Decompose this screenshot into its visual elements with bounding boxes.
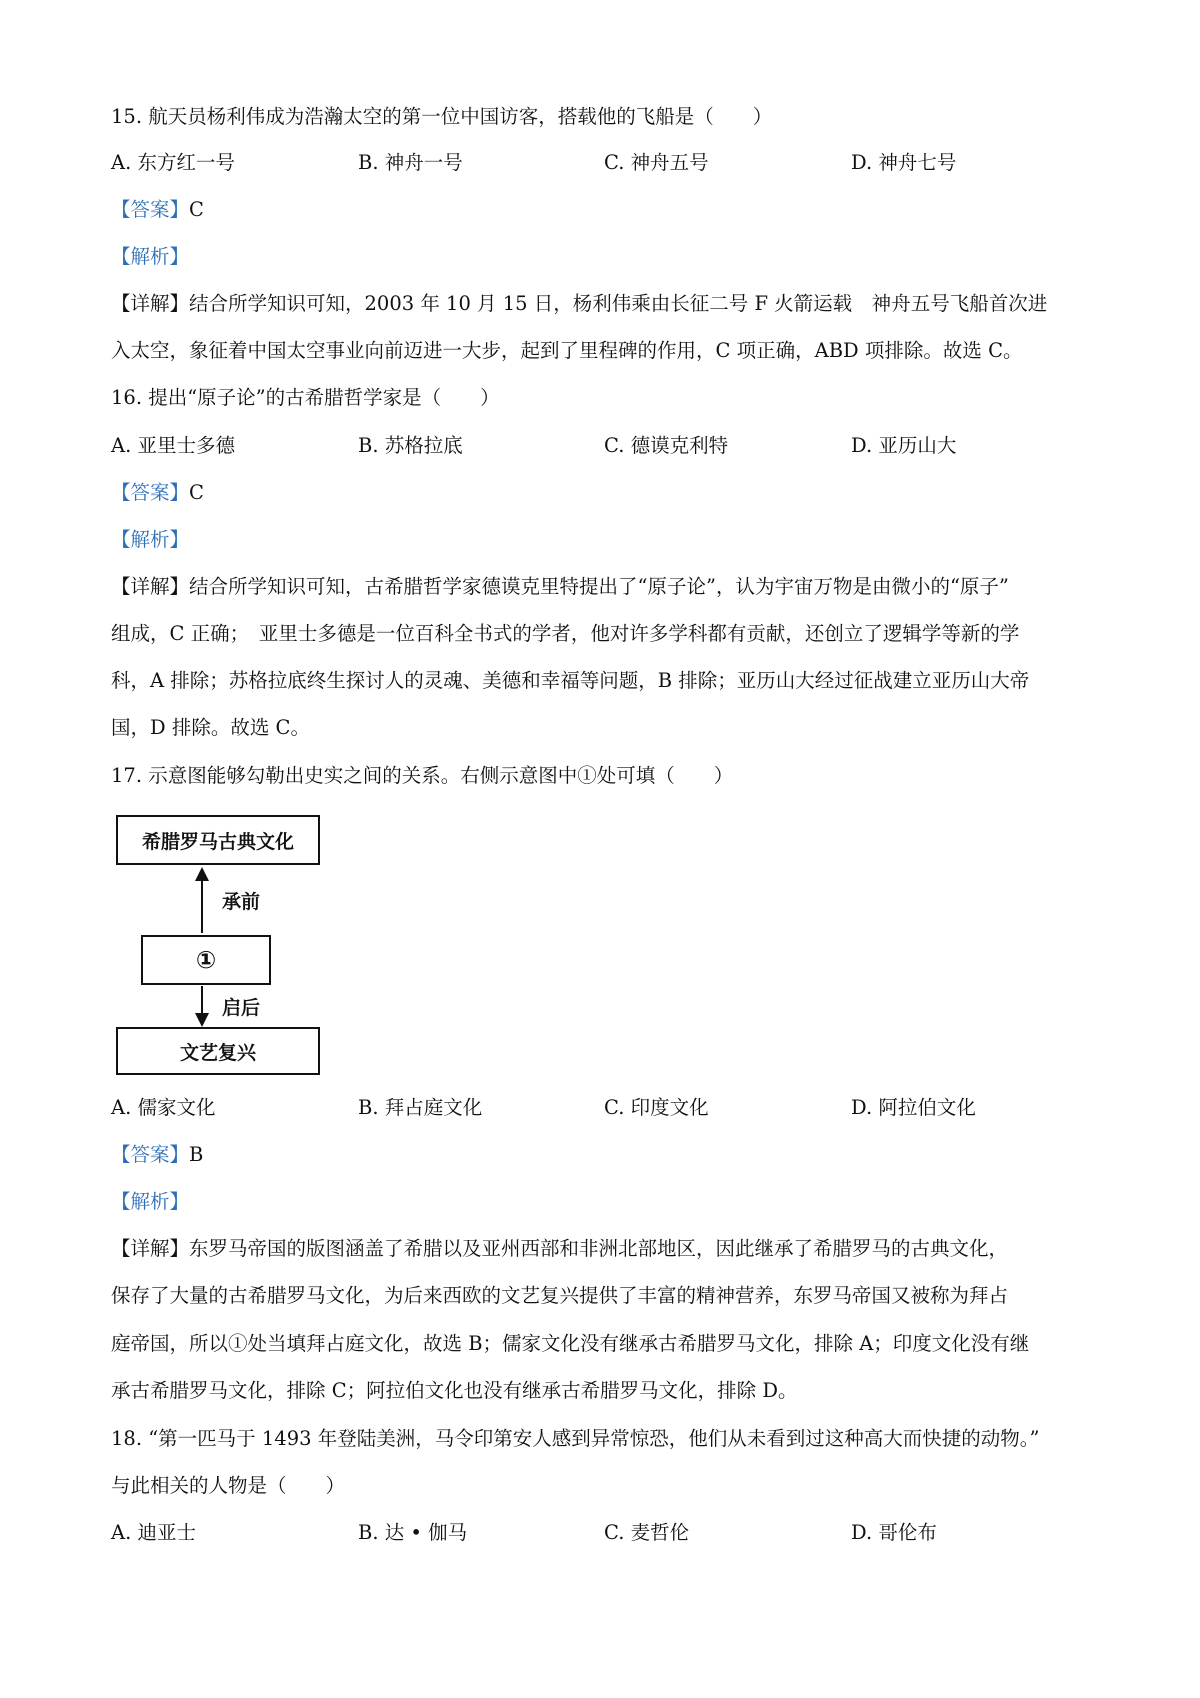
detail-text: 结合所学知识可知，古希腊哲学家德谟克里特提出了“原子论”，认为宇宙万物是由微小的“原子” — [189, 575, 1009, 598]
diagram-up-label: 承前 — [222, 891, 261, 913]
diagram-bottom-box: 文艺复兴 — [116, 1027, 320, 1075]
answer-value: C — [189, 481, 204, 504]
diagram-down-label: 启后 — [222, 997, 261, 1019]
q15-option-b: B. 神舟一号 — [358, 151, 463, 174]
down-arrowhead-icon — [195, 1013, 209, 1027]
q17-option-d: D. 阿拉伯文化 — [851, 1096, 976, 1119]
q16-detail-4: 国，D 排除。故选 C。 — [111, 716, 310, 739]
diagram-middle-box: ① — [141, 935, 271, 985]
q16-detail-3: 科，A 排除；苏格拉底终生探讨人的灵魂、美德和幸福等问题，B 排除；亚历山大经过征战建立亚历山大帝 — [111, 669, 1030, 692]
q17-analysis-tag: 【解析】 — [111, 1190, 190, 1213]
q15-answer — [111, 195, 204, 225]
q18-option-d: D. 哥伦布 — [851, 1521, 937, 1544]
q17-detail-1 — [111, 1234, 1008, 1264]
detail-text: 结合所学知识可知，2003 年 10 月 15 日，杨利伟乘由长征二号 F 火箭运载 神舟五号飞船首次进 — [189, 292, 1048, 315]
q17-option-a: A. 儒家文化 — [111, 1096, 216, 1119]
q16-option-c: C. 德谟克利特 — [604, 434, 729, 457]
q18-option-b: B. 达 • 伽马 — [358, 1521, 468, 1544]
detail-tag: 【详解】 — [111, 292, 190, 315]
q17-option-c: C. 印度文化 — [604, 1096, 709, 1119]
detail-text: 东罗马帝国的版图涵盖了希腊以及亚州西部和非洲北部地区，因此继承了希腊罗马的古典文化， — [189, 1237, 1009, 1260]
answer-tag: 【答案】 — [111, 481, 190, 504]
q17-detail-3: 庭帝国，所以①处当填拜占庭文化，故选 B；儒家文化没有继承古希腊罗马文化，排除 A；印度文化没有继 — [111, 1332, 1030, 1355]
diagram-top-box: 希腊罗马古典文化 — [116, 815, 320, 865]
q15-option-a: A. 东方红一号 — [111, 151, 235, 174]
detail-tag: 【详解】 — [111, 575, 190, 598]
q16-option-d: D. 亚历山大 — [851, 434, 957, 457]
q17-stem: 17. 示意图能够勾勒出史实之间的关系。右侧示意图中①处可填（ ） — [111, 764, 734, 787]
q17-option-b: B. 拜占庭文化 — [358, 1096, 483, 1119]
q16-answer — [111, 478, 204, 508]
q18-stem-1: 18. “第一匹马于 1493 年登陆美洲，马令印第安人感到异常惊恐，他们从未看到过这种高大而快捷的动物。” — [111, 1427, 1040, 1450]
answer-value: B — [189, 1143, 204, 1166]
q15-option-c: C. 神舟五号 — [604, 151, 709, 174]
q18-stem-2: 与此相关的人物是（ ） — [111, 1474, 346, 1497]
answer-value: C — [189, 198, 204, 221]
q15-detail-2: 入太空，象征着中国太空事业向前迈进一大步，起到了里程碑的作用，C 项正确，ABD 项排除。故选 C。 — [111, 339, 1023, 362]
q16-detail-2: 组成，C 正确； 亚里士多德是一位百科全书式的学者，他对许多学科都有贡献，还创立了逻辑学等新的学 — [111, 622, 1020, 645]
q16-analysis-tag: 【解析】 — [111, 528, 190, 551]
q15-option-d: D. 神舟七号 — [851, 151, 957, 174]
q15-analysis-tag: 【解析】 — [111, 245, 190, 268]
q17-diagram — [111, 815, 321, 1075]
q16-option-a: A. 亚里士多德 — [111, 434, 235, 457]
q16-detail-1 — [111, 572, 1009, 602]
q15-stem: 15. 航天员杨利伟成为浩瀚太空的第一位中国访客，搭载他的飞船是（ ） — [111, 105, 773, 128]
detail-tag: 【详解】 — [111, 1237, 190, 1260]
q18-option-a: A. 迪亚士 — [111, 1521, 196, 1544]
q17-detail-2: 保存了大量的古希腊罗马文化，为后来西欧的文艺复兴提供了丰富的精神营养，东罗马帝国又被称为拜占 — [111, 1284, 1009, 1307]
q16-stem: 16. 提出“原子论”的古希腊哲学家是（ ） — [111, 386, 500, 409]
q18-option-c: C. 麦哲伦 — [604, 1521, 690, 1544]
answer-tag: 【答案】 — [111, 198, 190, 221]
q15-detail-1 — [111, 289, 1047, 319]
answer-tag: 【答案】 — [111, 1143, 190, 1166]
q16-option-b: B. 苏格拉底 — [358, 434, 463, 457]
up-arrowhead-icon — [195, 867, 209, 881]
q17-answer — [111, 1140, 203, 1170]
q17-detail-4: 承古希腊罗马文化，排除 C；阿拉伯文化也没有继承古希腊罗马文化，排除 D。 — [111, 1379, 798, 1402]
